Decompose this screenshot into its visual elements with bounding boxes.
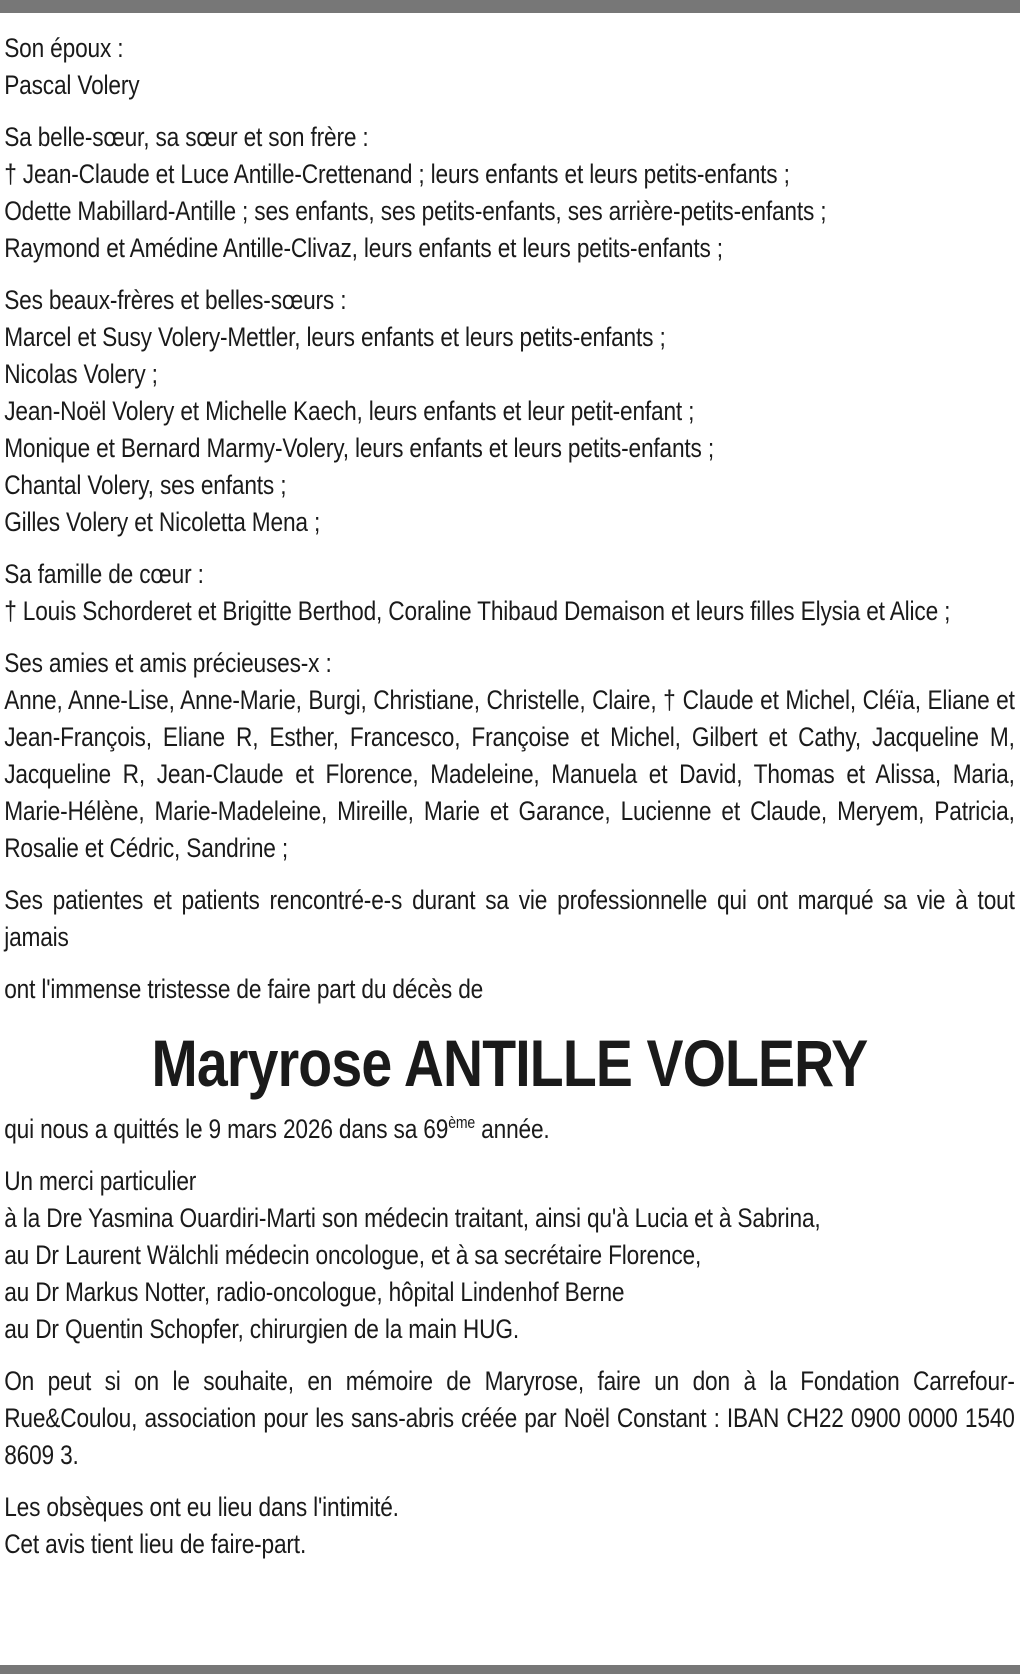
donation-text: On peut si on le souhaite, en mémoire de Maryrose, faire un don à la Fondation Carrefour-Rue&Coulou, association pour les sans-abris créée par Noël Constant : IBAN CH22 0900 0000 1540 8609 3. (4, 1366, 1015, 1470)
announcement-text: ont l'immense tristesse de faire part du décès de (4, 974, 484, 1004)
siblings-paragraph (4, 119, 1015, 267)
thanks-line: au Dr Laurent Wälchli médecin oncologue, et à sa secrétaire Florence, (4, 1240, 702, 1270)
in-laws-line: Jean-Noël Volery et Michelle Kaech, leurs enfants et leur petit-enfant ; (4, 396, 695, 426)
patients-paragraph (4, 882, 1015, 956)
thanks-line: au Dr Quentin Schopfer, chirurgien de la main HUG. (4, 1314, 519, 1344)
closing-paragraph (4, 1489, 1015, 1563)
donation-paragraph (4, 1363, 1015, 1474)
in-laws-line: Nicolas Volery ; (4, 359, 158, 389)
friends-paragraph (4, 645, 1015, 867)
death-date-superscript: ème (448, 1113, 476, 1132)
friends-text: Anne, Anne-Lise, Anne-Marie, Burgi, Christiane, Christelle, Claire, † Claude et Michel, Cléïa, Eliane et Jean-François, Eliane R, Esther, Francesco, Françoise et Michel, Gilbert et Cathy, Jacqueline M, Jacqueline R, Jean-Claude et Florence, Madeleine, Manuela et David, Thomas et Alissa, Maria, Marie-Hélène, Marie-Madeleine, Mireille, Marie et Garance, Lucienne et Claude, Meryem, Patricia, Rosalie et Cédric, Sandrine ; (4, 685, 1015, 863)
spouse-name: Pascal Volery (4, 70, 140, 100)
in-laws-line: Marcel et Susy Volery-Mettler, leurs enfants et leurs petits-enfants ; (4, 322, 666, 352)
notice-body (0, 13, 1020, 1578)
bottom-divider (0, 1665, 1020, 1674)
siblings-intro: Sa belle-sœur, sa sœur et son frère : (4, 122, 369, 152)
spouse-paragraph (4, 30, 1015, 104)
death-date-paragraph (4, 1111, 1015, 1148)
thanks-paragraph (4, 1163, 1015, 1348)
death-date-text: qui nous a quittés le 9 mars 2026 dans sa 69 (4, 1114, 449, 1144)
closing-line: Les obsèques ont eu lieu dans l'intimité. (4, 1492, 399, 1522)
siblings-line: † Jean-Claude et Luce Antille-Crettenand ; leurs enfants et leurs petits-enfants ; (4, 159, 790, 189)
in-laws-line: Chantal Volery, ses enfants ; (4, 470, 287, 500)
heart-family-text: † Louis Schorderet et Brigitte Berthod, Coraline Thibaud Demaison et leurs filles Elysia et Alice ; (4, 596, 951, 626)
in-laws-intro: Ses beaux-frères et belles-sœurs : (4, 285, 347, 315)
heart-family-intro: Sa famille de cœur : (4, 559, 204, 589)
in-laws-line: Gilles Volery et Nicoletta Mena ; (4, 507, 321, 537)
deceased-name: Maryrose ANTILLE VOLERY (151, 1026, 868, 1100)
in-laws-paragraph (4, 282, 1015, 541)
thanks-intro: Un merci particulier (4, 1166, 197, 1196)
in-laws-line: Monique et Bernard Marmy-Volery, leurs enfants et leurs petits-enfants ; (4, 433, 714, 463)
announcement-paragraph (4, 971, 1015, 1008)
siblings-line: Odette Mabillard-Antille ; ses enfants, ses petits-enfants, ses arrière-petits-enfants ; (4, 196, 827, 226)
thanks-line: au Dr Markus Notter, radio-oncologue, hôpital Lindenhof Berne (4, 1277, 625, 1307)
patients-text: Ses patientes et patients rencontré-e-s durant sa vie professionnelle qui ont marqué sa vie à tout jamais (4, 885, 1015, 952)
siblings-line: Raymond et Amédine Antille-Clivaz, leurs enfants et leurs petits-enfants ; (4, 233, 723, 263)
heart-family-paragraph (4, 556, 1015, 630)
closing-line: Cet avis tient lieu de faire-part. (4, 1529, 307, 1559)
spouse-intro: Son époux : (4, 33, 124, 63)
thanks-line: à la Dre Yasmina Ouardiri-Marti son médecin traitant, ainsi qu'à Lucia et à Sabrina, (4, 1203, 821, 1233)
friends-intro: Ses amies et amis précieuses-x : (4, 648, 332, 678)
top-divider (0, 0, 1020, 13)
death-date-suffix: année. (475, 1114, 550, 1144)
